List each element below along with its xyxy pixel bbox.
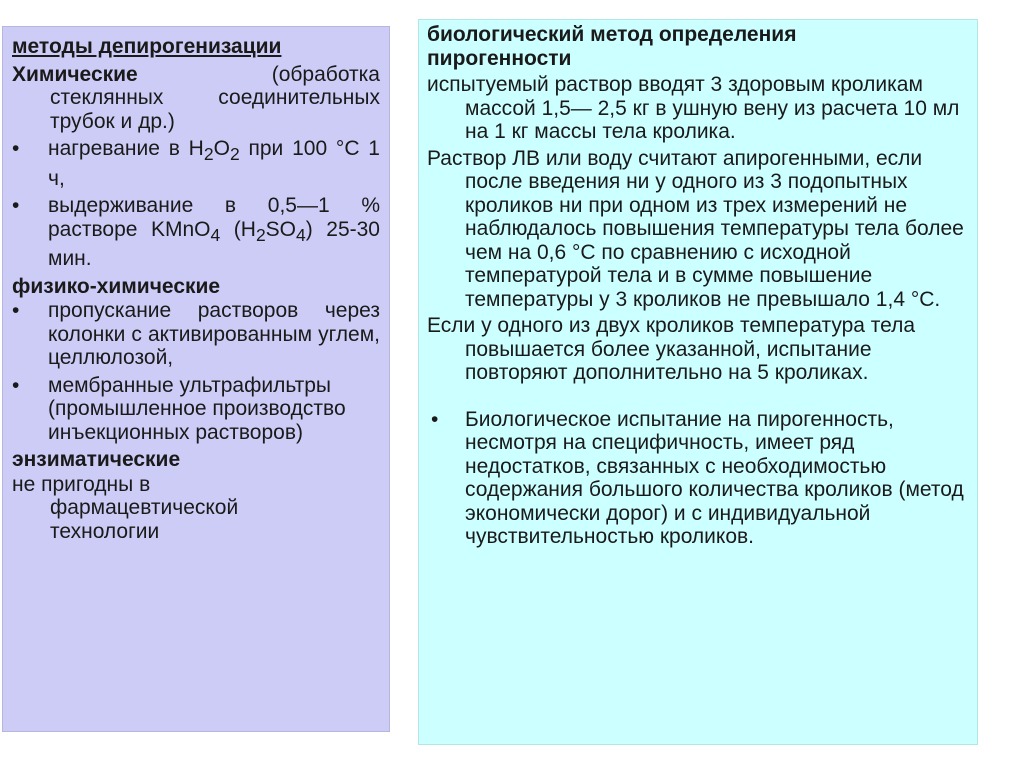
right-title: биологический метод определения пирогенности — [427, 23, 797, 70]
bullet-icon: • — [12, 137, 20, 160]
spacer — [427, 385, 969, 407]
left-title: методы депирогенизации — [12, 35, 282, 58]
physchem-bullet-membranes: • мембранные ультрафильтры (промышленное производство инъекционных растворов) — [12, 373, 346, 444]
physchem-label: физико-химические — [12, 274, 221, 298]
chemical-note-rest: стеклянных соединительных трубок и др.) — [50, 86, 380, 133]
bullet-icon: • — [431, 407, 439, 431]
right-bullet-limitations: • Биологическое испытание на пирогенность, несмотря на специфичность, имеет ряд недостатков, связанных с необходимостью содержания большого количества кроликов (метод экономически дорог) и с индивидуальной чувствительностью кроликов. — [431, 407, 964, 548]
bullet-icon: • — [12, 373, 20, 397]
chemical-bullet-kmno4: • выдерживание в 0,5—1 % растворе KMnO$_4$ $(H_2SO_4)$ 25-30 мин. — [12, 194, 380, 271]
right-paragraph-3: Если у одного из двух кроликов температура тела повышается более указанной, испытание повторяют дополнительно на 5 кроликах. — [427, 314, 916, 384]
left-panel-depyrogenation — [2, 26, 390, 732]
enzymatic-text: не пригодны в фармацевтической технологии — [12, 472, 239, 543]
right-panel-bio-method — [418, 19, 978, 745]
chemical-heading — [12, 63, 380, 87]
right-paragraph-1: испытуемый раствор вводят 3 здоровым кроликам массой 1,5— 2,5 кг в ушную вену из расчета 10 мл на 1 кг массы тела кролика. — [427, 73, 960, 143]
physchem-bullet-columns: • пропускание растворов через колонки с активированным углем, целлюлозой, — [12, 299, 380, 370]
enzymatic-label: энзиматические — [12, 448, 181, 472]
right-paragraph-2: Раствор ЛВ или воду считают апирогенными, если после введения ни у одного из 3 подопытных кроликов ни при одном из трех измерений не наблюдалось повышения температуры тела более чем на 0,6 °С по сравнению с исходной температурой тела и в сумме повышение температуры у 3 кроликов не превышало 1,4 °С. — [427, 146, 964, 311]
chemical-label: Химические — [12, 62, 138, 86]
bullet-icon: • — [12, 194, 20, 218]
chemical-note-start: (обработка — [271, 62, 380, 86]
bullet-icon: • — [12, 299, 20, 323]
chemical-bullet-heating: • нагревание в $H_2O_2$ при 100 °С 1 ч, — [12, 137, 380, 190]
